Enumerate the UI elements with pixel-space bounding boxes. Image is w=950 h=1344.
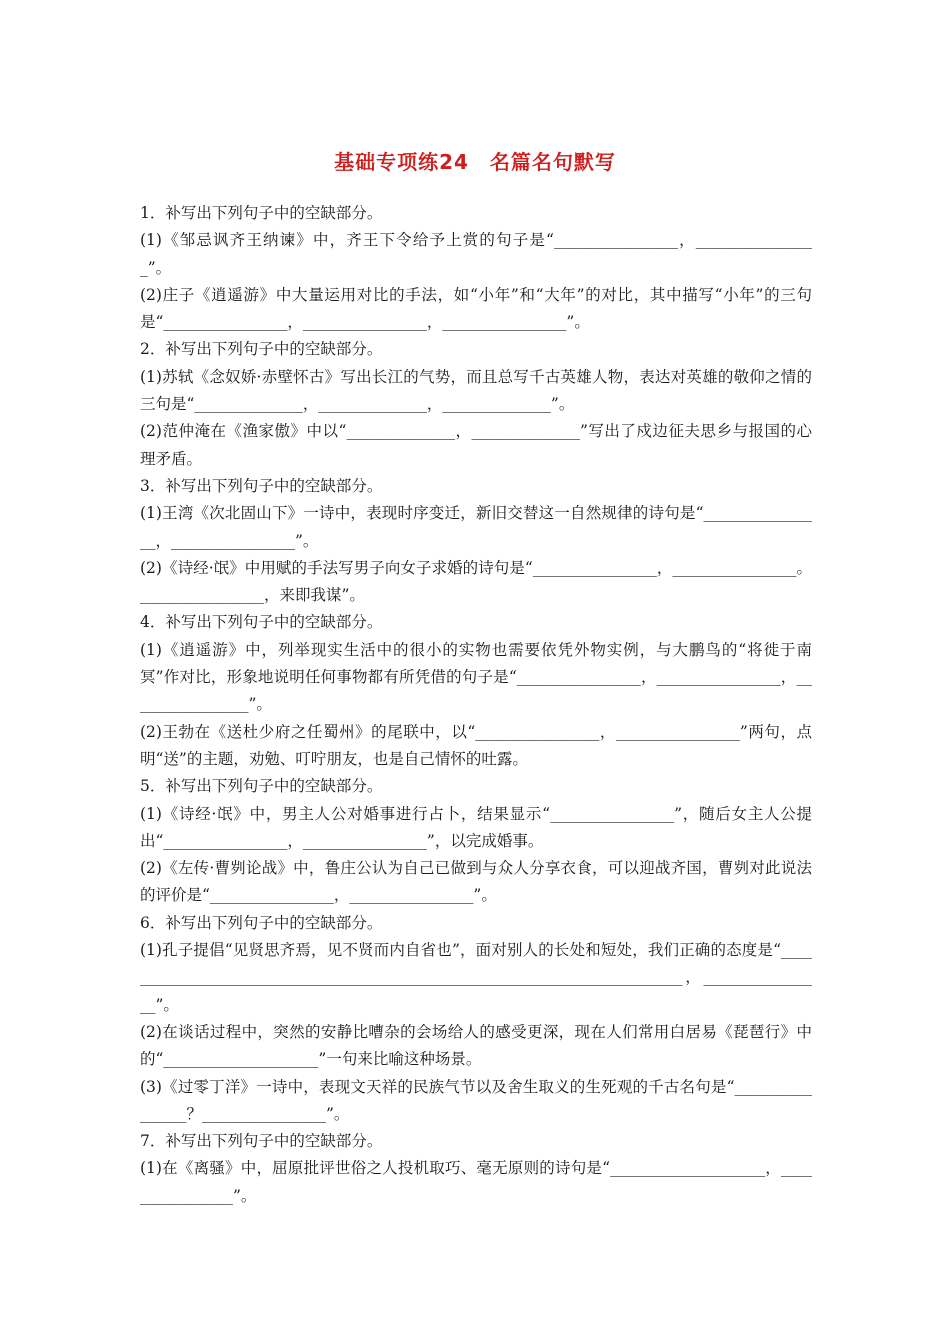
question-3-2: (2)《诗经·氓》中用赋的手法写男子向女子求婚的诗句是“________________，________________。________________，来即我谋”。 (140, 558, 812, 605)
question-6-3: (3)《过零丁洋》一诗中，表现文天祥的民族气节以及舍生取义的生死观的千古名句是“________________？________________”。 (140, 1077, 812, 1123)
question-5-2: (2)《左传·曹刿论战》中，鲁庄公认为自己已做到与众人分享衣食，可以迎战齐国，曹刿对此说法的评价是“________________，________________”。 (140, 859, 812, 905)
question-5-1: (1)《诗经·氓》中，男主人公对婚事进行占卜，结果显示“________________”，随后女主人公提出“________________，________________”，以完成婚事。 (140, 804, 812, 850)
question-6-1: (1)孔子提倡“见贤思齐焉，见不贤而内自省也”，面对别人的长处和短处，我们正确的态度是“__________________________________________________________________________，________________”。 (140, 941, 812, 1014)
question-3-1: (1)王湾《次北固山下》一诗中，表现时序变迁，新旧交替这一自然规律的诗句是“________________，________________”。 (140, 504, 812, 550)
question-4-1: (1)《逍遥游》中，列举现实生活中的很小的实物也需要依凭外物实例，与大鹏鸟的“将徙于南冥”作对比，形象地说明任何事物都有所凭借的句子是“________________，________________，________________”。 (140, 640, 812, 714)
question-2-1: (1)苏轼《念奴娇·赤壁怀古》写出长江的气势，而且总写千古英雄人物，表达对英雄的敬仰之情的三句是“______________，______________，______________”。 (140, 367, 812, 414)
question-6-heading: 6．补写出下列句子中的空缺部分。 (140, 913, 383, 932)
question-7-1: (1)在《离骚》中，屈原批评世俗之人投机取巧、毫无原则的诗句是“____________________，________________”。 (140, 1159, 812, 1205)
question-3-heading: 3．补写出下列句子中的空缺部分。 (140, 476, 383, 495)
question-7-heading: 7．补写出下列句子中的空缺部分。 (140, 1132, 383, 1151)
question-list (140, 200, 812, 1210)
question-1-2: (2)庄子《逍遥游》中大量运用对比的手法，如“小年”和“大年”的对比，其中描写“小年”的三句是“________________，________________，________________”。 (140, 285, 812, 332)
question-2-heading: 2．补写出下列句子中的空缺部分。 (140, 340, 383, 359)
question-1-1: (1)《邹忌讽齐王纳谏》中，齐王下令给予上赏的句子是“________________，________________”。 (140, 231, 812, 277)
question-1-heading: 1．补写出下列句子中的空缺部分。 (140, 204, 383, 222)
question-4-2: (2)王勃在《送杜少府之任蜀州》的尾联中，以“________________，________________”两句，点明“送”的主题，劝勉、叮咛朋友，也是自己情怀的吐露。 (140, 722, 812, 768)
question-5-heading: 5．补写出下列句子中的空缺部分。 (140, 777, 383, 796)
page-title: 基础专项练24 名篇名句默写 (334, 150, 616, 174)
question-2-2: (2)范仲淹在《渔家傲》中以“______________，______________”写出了戍边征夫思乡与报国的心理矛盾。 (140, 422, 812, 468)
question-6-2: (2)在谈话过程中，突然的安静比嘈杂的会场给人的感受更深，现在人们常用白居易《琵琶行》中的“____________________”一句来比喻这种场景。 (140, 1022, 812, 1069)
question-4-heading: 4．补写出下列句子中的空缺部分。 (140, 613, 383, 632)
